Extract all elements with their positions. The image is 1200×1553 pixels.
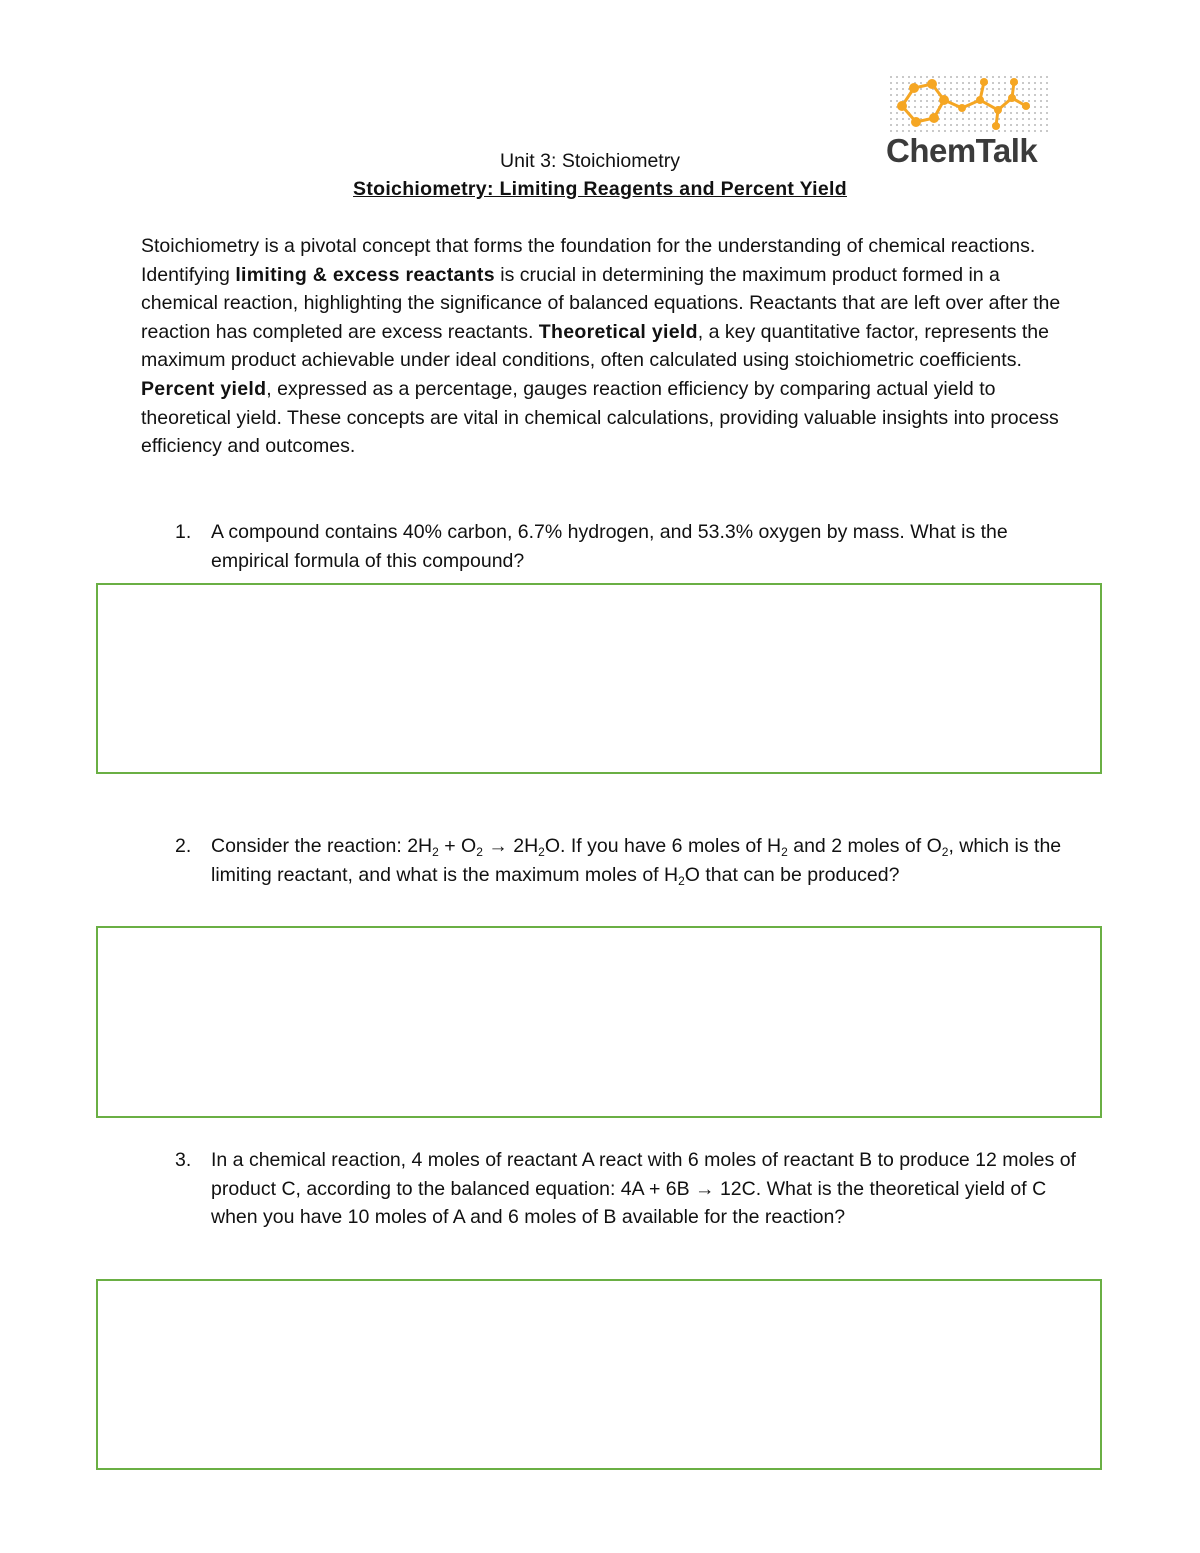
intro-text: , a key quantitative factor, represents the maximum product achievable under ideal conditions, often calculated using stoichiometric coefficients. <box>141 320 1049 372</box>
intro-paragraph <box>141 232 1066 461</box>
unit-heading: Unit 3: Stoichiometry <box>500 150 680 172</box>
question-2 <box>175 832 1081 889</box>
page-title: Stoichiometry: Limiting Reagents and Percent Yield <box>353 178 847 200</box>
question-text: A compound contains 40% carbon, 6.7% hydrogen, and 53.3% oxygen by mass. What is the empirical formula of this compound? <box>211 521 1008 572</box>
intro-bold-term: limiting & excess reactants <box>235 263 495 286</box>
intro-text: , expressed as a percentage, gauges reaction efficiency by comparing actual yield to theoretical yield. These concepts are vital in chemical calculations, providing valuable insights into process efficiency and outcomes. <box>141 377 1059 458</box>
intro-text: is crucial in determining the maximum product formed in a chemical reaction, highlighting the significance of balanced equations. Reactants that are left over after the reaction has completed are excess reactants. <box>141 263 1061 343</box>
question-text: In a chemical reaction, 4 moles of reactant A react with 6 moles of reactant B to produce 12 moles of product C, according to the balanced equation: 4A + 6B → 12C. What is the theoretical yield of C when you have 10 moles of A and 6 moles of B available for the reaction? <box>211 1149 1076 1229</box>
answer-box-2[interactable] <box>96 926 1102 1118</box>
question-number: 2. <box>175 835 192 857</box>
question-3 <box>175 1146 1081 1232</box>
question-number: 1. <box>175 521 192 543</box>
question-1 <box>175 518 1081 575</box>
question-number: 3. <box>175 1149 192 1171</box>
intro-bold-term: Percent yield <box>141 377 267 400</box>
intro-bold-term: Theoretical yield <box>538 320 698 343</box>
question-text: Consider the reaction: $2H_2 + O_2 \to 2H_2O$. If you have 6 moles of $H_2$ and 2 moles of $O_2$, which is the limiting reactant, and what is the maximum moles of $H_2O$ that can be produced? <box>211 835 1062 888</box>
intro-text: Stoichiometry is a pivotal concept that forms the foundation for the understanding of chemical reactions. Identifying <box>141 235 1036 286</box>
answer-box-3[interactable] <box>96 1279 1102 1470</box>
answer-box-1[interactable] <box>96 583 1102 774</box>
logo-text: ChemTalk <box>886 132 1038 169</box>
molecule-icon <box>884 72 1054 134</box>
